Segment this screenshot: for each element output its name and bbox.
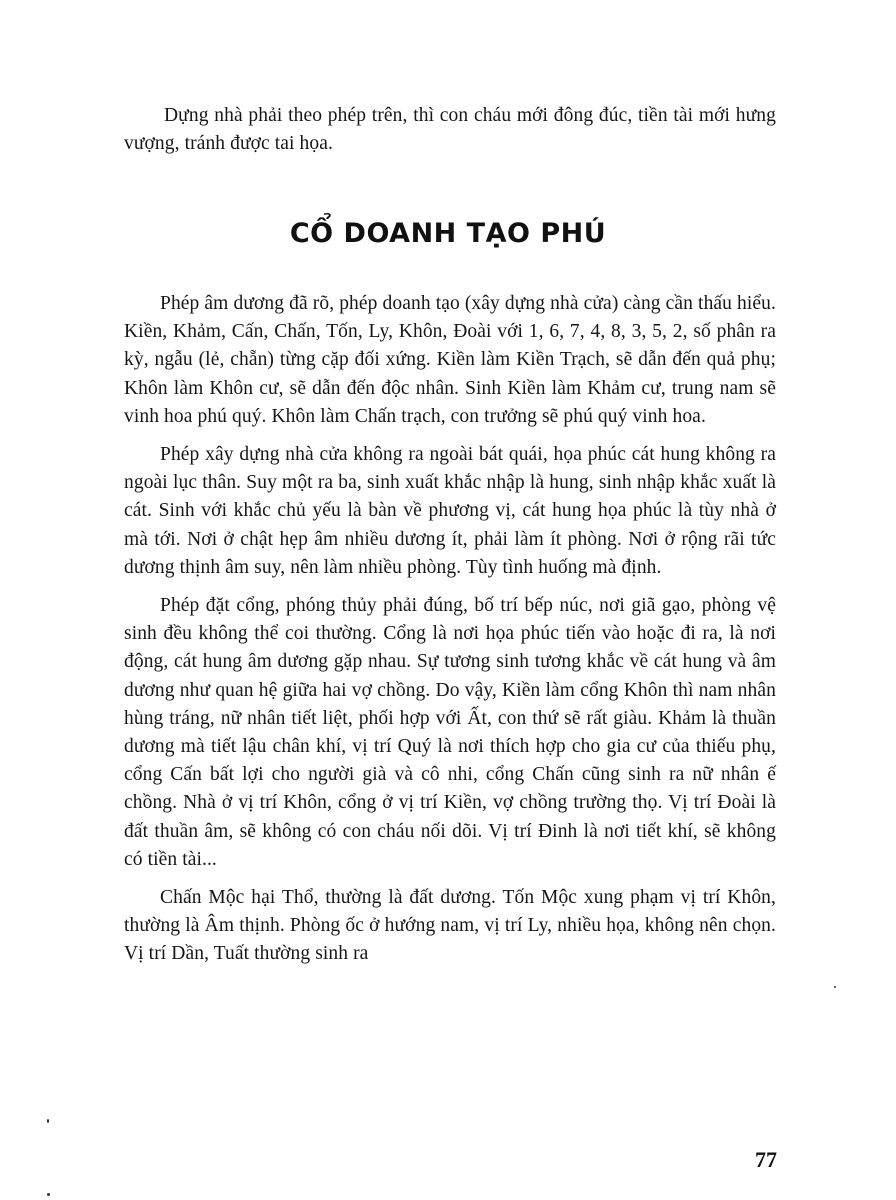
- section-title: CỔ DOANH TẠO PHÚ: [289, 218, 607, 249]
- paragraph-1: Phép âm dương đã rõ, phép doanh tạo (xây dựng nhà cửa) càng cần thấu hiểu. Kiền, Khảm, Cấn, Chấn, Tốn, Ly, Khôn, Đoài với 1, 6, 7, 4, 8, 3, 5, 2, số phân ra kỳ, ngẫu (lẻ, chẵn) từng cặp đối xứng. Kiền làm Kiền Trạch, sẽ dẫn đến quả phụ; Khôn làm Khôn cư, sẽ dẫn đến độc nhân. Sinh Kiền làm Khảm cư, trung nam sẽ vinh hoa phú quý. Khôn làm Chấn trạch, con trưởng sẽ phú quý vinh hoa.: [124, 293, 776, 427]
- scan-speck: [47, 1119, 49, 1123]
- scan-speck: [834, 986, 836, 988]
- paragraph-2: Phép xây dựng nhà cửa không ra ngoài bát quái, họa phúc cát hung không ra ngoài lục thân. Suy một ra ba, sinh xuất khắc nhập là hung, sinh nhập khắc xuất là cát. Sinh với khắc chủ yếu là bàn về phương vị, cát hung họa phúc là tùy nhà ở mà tới. Nơi ở chật hẹp âm nhiều dương ít, phải làm ít phòng. Nơi ở rộng rãi tức dương thịnh âm suy, nên làm nhiều phòng. Tùy tình huống mà định.: [124, 444, 776, 578]
- paragraph-4: Chấn Mộc hại Thổ, thường là đất dương. Tốn Mộc xung phạm vị trí Khôn, thường là Âm thịnh. Phòng ốc ở hướng nam, vị trí Ly, nhiều họa, không nên chọn. Vị trí Dần, Tuất thường sinh ra: [124, 887, 776, 965]
- section-body: [124, 290, 776, 969]
- page-number: 77: [755, 1147, 777, 1172]
- paragraph-3: Phép đặt cổng, phóng thủy phải đúng, bố trí bếp núc, nơi giã gạo, phòng vệ sinh đều không thể coi thường. Cổng là nơi họa phúc tiến vào hoặc đi ra, là nơi động, cát hung âm dương gặp nhau. Sự tương sinh tương khắc về cát hung và âm dương như quan hệ giữa hai vợ chồng. Do vậy, Kiền làm cổng Khôn thì nam nhân hùng tráng, nữ nhân tiết liệt, phối hợp với Ất, con thứ sẽ rất giàu. Khảm là thuần dương mà tiết lậu chân khí, vị trí Quý là nơi thích hợp cho gia cư của thiếu phụ, cổng Cấn bất lợi cho người già và cô nhi, cổng Chấn cũng sinh ra nữ nhân ế chồng. Nhà ở vị trí Khôn, cổng ở vị trí Kiền, vợ chồng trường thọ. Vị trí Đoài là đất thuần âm, sẽ không có con cháu nối dõi. Vị trí Đinh là nơi tiết khí, sẽ không có tiền tài...: [124, 595, 776, 870]
- intro-paragraph: Dựng nhà phải theo phép trên, thì con cháu mới đông đúc, tiền tài mới hưng vượng, tránh được tai họa.: [124, 105, 776, 155]
- scan-speck: [47, 1193, 50, 1196]
- intro-text: [124, 102, 776, 158]
